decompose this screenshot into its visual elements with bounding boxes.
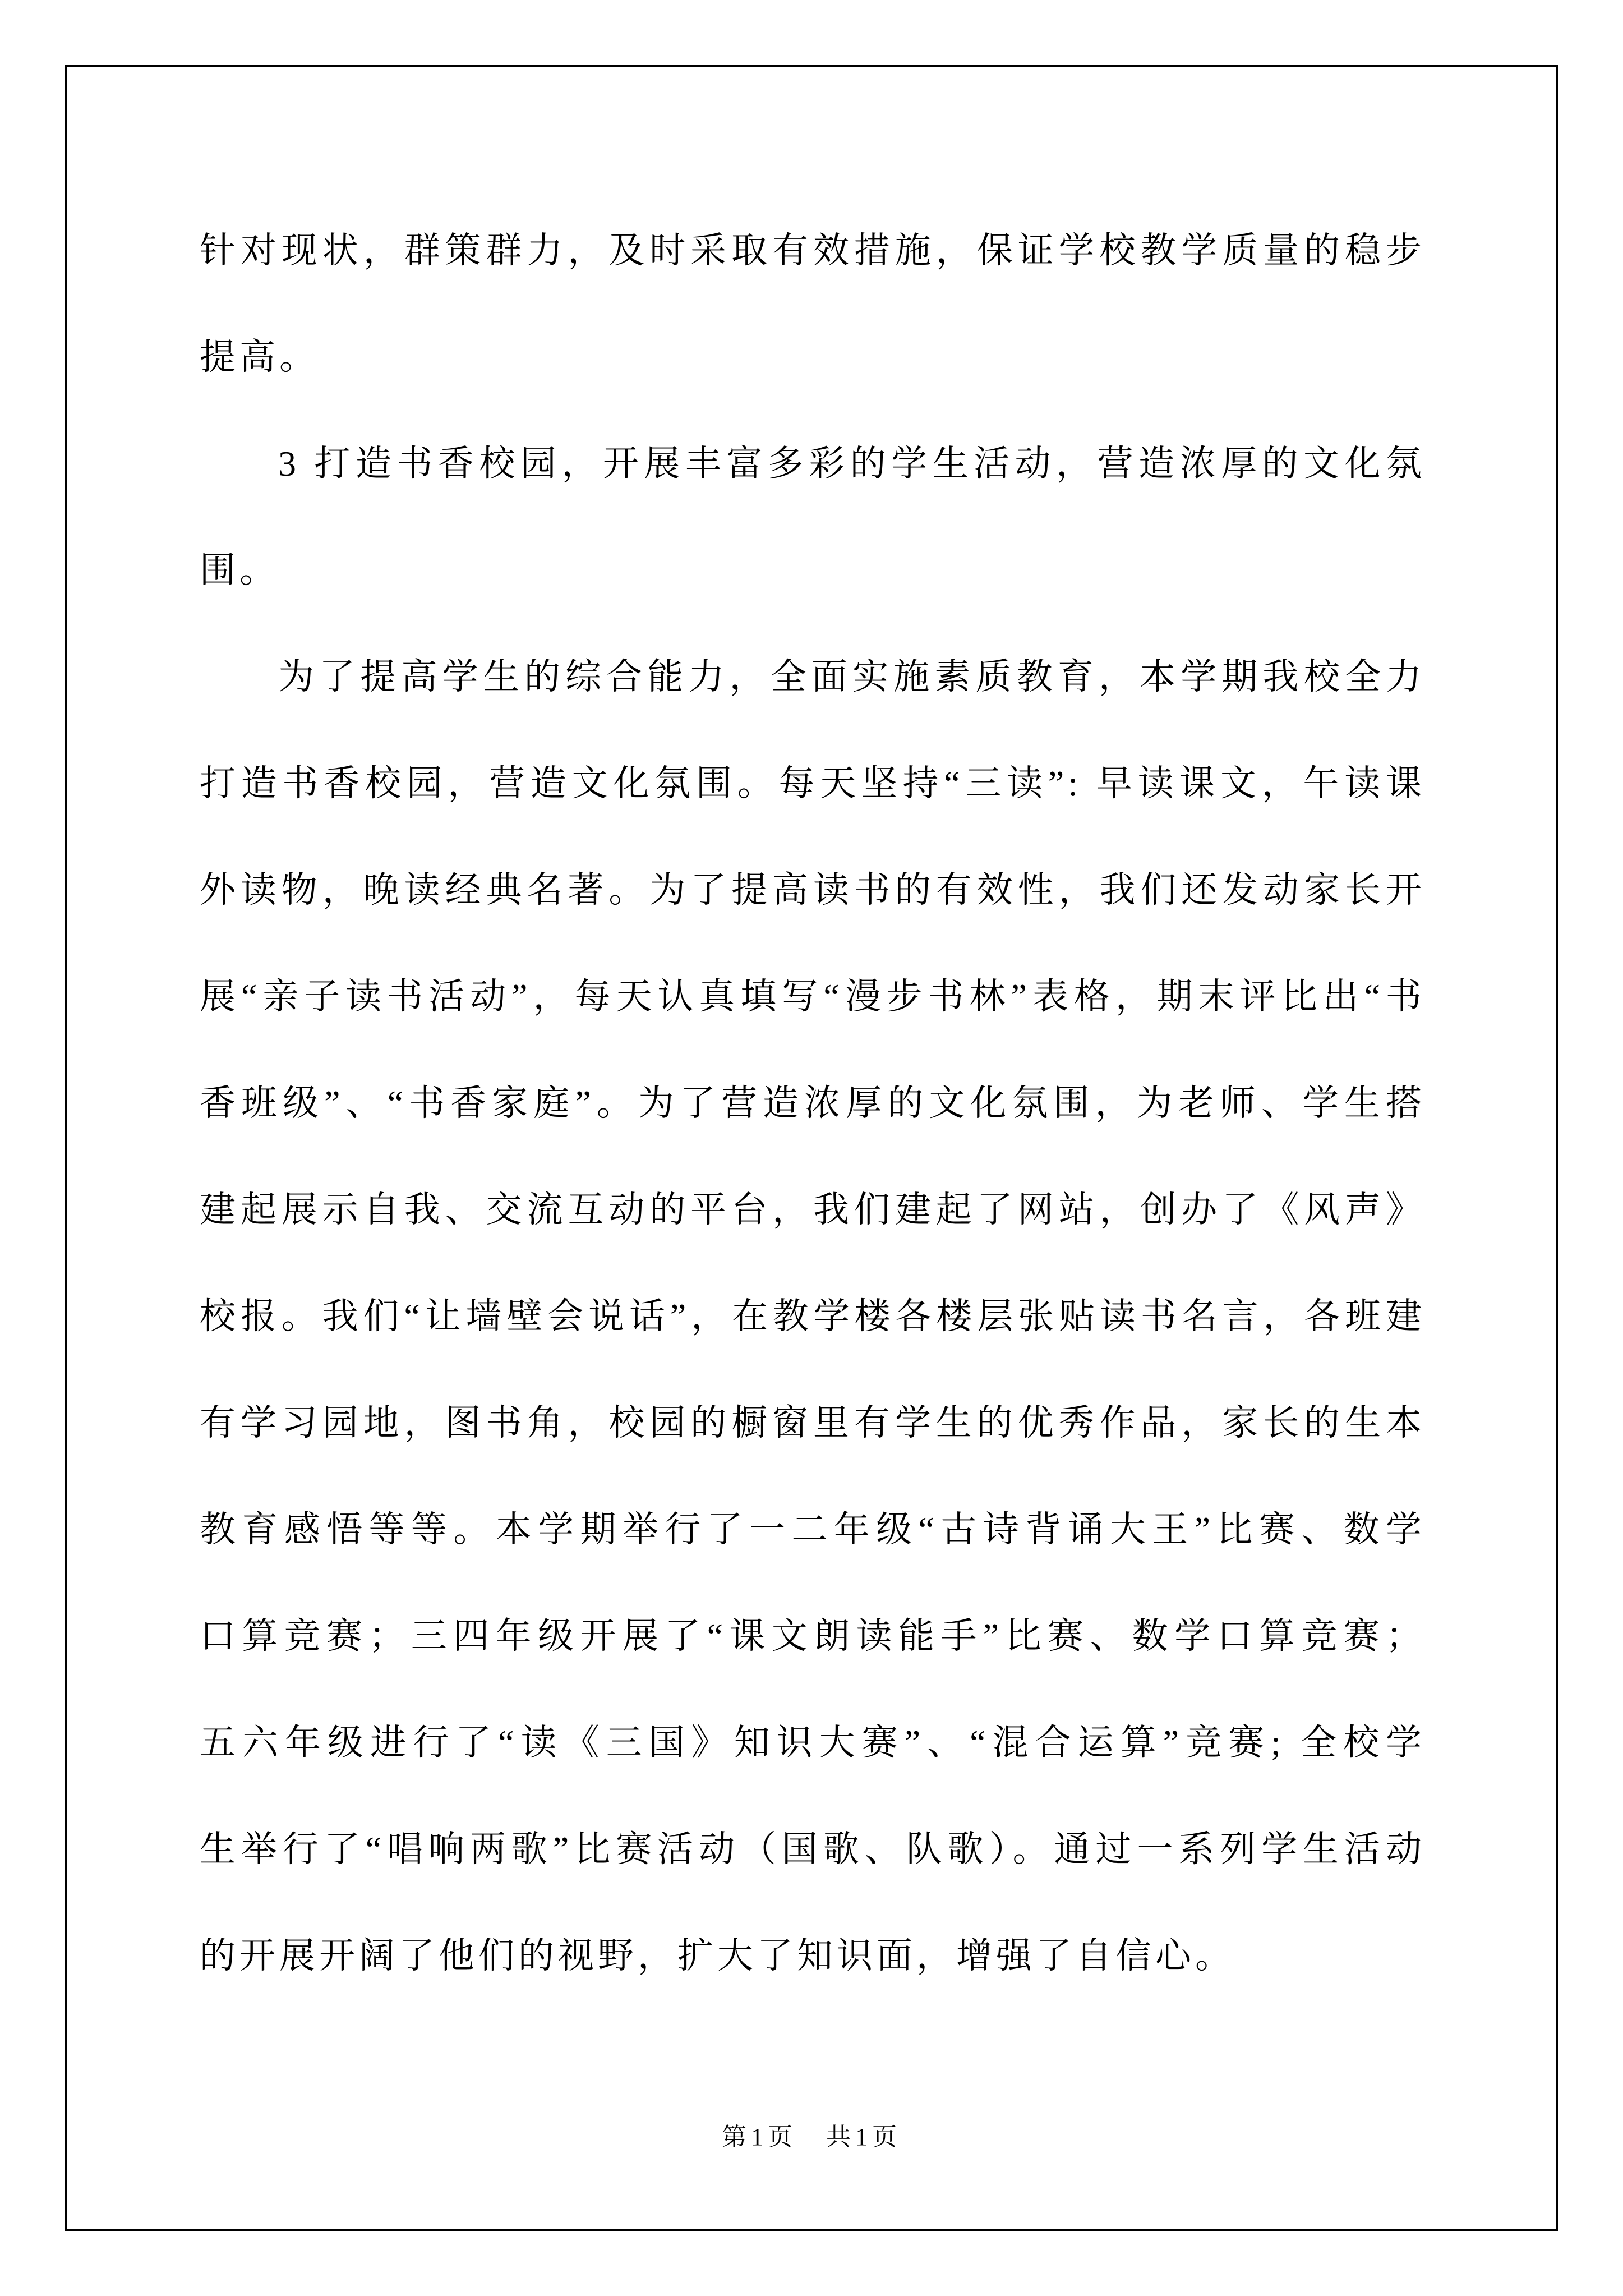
text-line: 生举行了“唱响两歌”比赛活动（国歌、队歌）。通过一系列学生活动 bbox=[200, 1829, 1426, 1869]
text-line: 针对现状，群策群力，及时采取有效措施，保证学校教学质量的稳步 bbox=[200, 231, 1426, 270]
text-line: 围。 bbox=[200, 550, 279, 590]
text-line: 展“亲子读书活动”，每天认真填写“漫步书林”表格，期末评比出“书 bbox=[200, 977, 1426, 1016]
text-line: 提高。 bbox=[200, 337, 319, 377]
text-line: 校报。我们“让墙壁会说话”，在教学楼各楼层张贴读书名言，各班建 bbox=[200, 1296, 1426, 1336]
text-line: 建起展示自我、交流互动的平台，我们建起了网站，创办了《风声》 bbox=[200, 1190, 1426, 1230]
text-line: 口算竞赛；三四年级开展了“课文朗读能手”比赛、数学口算竞赛； bbox=[200, 1616, 1426, 1656]
page-footer bbox=[0, 2120, 1623, 2154]
page-number-text: 第1页 共1页 bbox=[722, 2123, 901, 2151]
text-line: 教育感悟等等。本学期举行了一二年级“古诗背诵大王”比赛、数学 bbox=[200, 1510, 1426, 1549]
text-line: 的开展开阔了他们的视野，扩大了知识面，增强了自信心。 bbox=[200, 1936, 1235, 1976]
text-line: 3 打造书香校园，开展丰富多彩的学生活动，营造浓厚的文化氛 bbox=[278, 444, 1426, 484]
text-line: 为了提高学生的综合能力，全面实施素质教育，本学期我校全力 bbox=[278, 657, 1426, 697]
text-line: 有学习园地，图书角，校园的橱窗里有学生的优秀作品，家长的生本 bbox=[200, 1403, 1426, 1443]
text-line: 香班级”、“书香家庭”。为了营造浓厚的文化氛围，为老师、学生搭 bbox=[200, 1083, 1426, 1123]
text-line: 五六年级进行了“读《三国》知识大赛”、“混合运算”竞赛; 全校学 bbox=[200, 1723, 1426, 1763]
document-body bbox=[200, 197, 1426, 2009]
text-line: 外读物，晚读经典名著。为了提高读书的有效性，我们还发动家长开 bbox=[200, 870, 1426, 910]
text-line: 打造书香校园，营造文化氛围。每天坚持“三读”: 早读课文，午读课 bbox=[200, 763, 1426, 803]
